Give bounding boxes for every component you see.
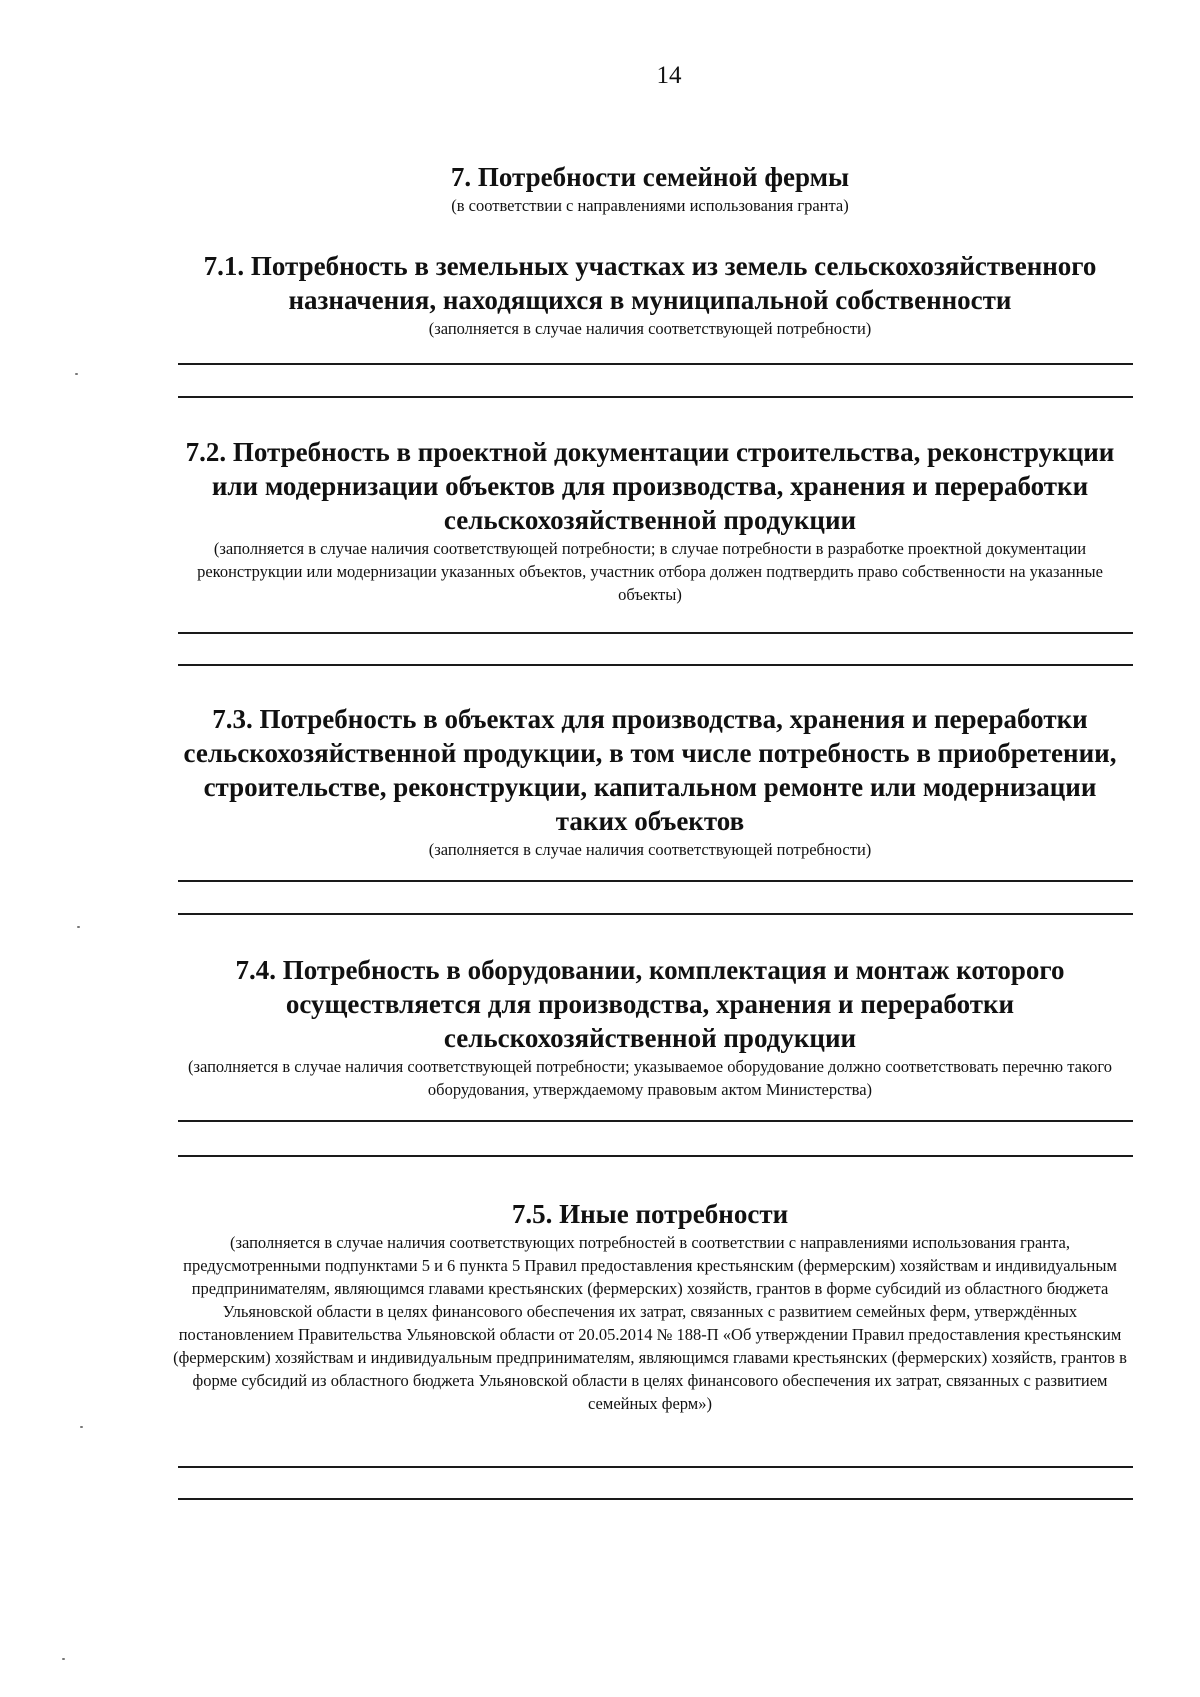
scan-speck xyxy=(77,926,80,928)
page-title: 7. Потребности семейной фермы xyxy=(450,162,850,192)
page-number: 14 xyxy=(656,62,682,89)
section-heading: 7.3. Потребность в объектах для производства, хранения и переработки сельскохозяйственной продукции, в том числе потребность в приобретении, строительстве, реконструкции, капитальном ремонте или модернизации таких объектов xyxy=(183,704,1117,836)
fill-in-line[interactable] xyxy=(178,1120,1133,1122)
scan-speck xyxy=(80,1426,83,1428)
section-note: (заполняется в случае наличия соответствующей потребности; указываемое оборудование должно соответствовать перечню такого оборудования, утверждаемому правовым актом Министерства) xyxy=(187,1057,1113,1099)
section-7-2 xyxy=(170,435,1130,606)
fill-in-line[interactable] xyxy=(178,913,1133,915)
section-7-5 xyxy=(170,1197,1130,1415)
fill-in-line[interactable] xyxy=(178,1498,1133,1500)
section-note: (заполняется в случае наличия соответствующей потребности) xyxy=(428,840,872,859)
page-subtitle: (в соответствии с направлениями использования гранта) xyxy=(451,196,849,215)
section-note: (заполняется в случае наличия соответствующих потребностей в соответствии с направлениями использования гранта, предусмотренными подпунктами 5 и 6 пункта 5 Правил предоставления крестьянским (фермерским) хозяйствам и индивидуальным предпринимателям, являющимся главами крестьянских (фермерских) хозяйств, грантов в форме субсидий из областного бюджета Ульяновской области в целях финансового обеспечения их затрат, связанных с развитием семейных ферм, утверждённых постановлением Правительства Ульяновской области от 20.05.2014 № 188-П «Об утверждении Правил предоставления крестьянским (фермерским) хозяйствам и индивидуальным предпринимателям, являющимся главами крестьянских (фермерских) хозяйств, грантов в форме субсидий из областного бюджета Ульяновской области в целях финансового обеспечения их затрат, связанных с развитием семейных ферм») xyxy=(173,1233,1127,1413)
section-7-1 xyxy=(170,249,1130,340)
scan-speck xyxy=(75,373,78,375)
section-heading: 7.4. Потребность в оборудовании, комплектация и монтаж которого осуществляется для производства, хранения и переработки сельскохозяйственной продукции xyxy=(235,955,1065,1053)
document-title-block xyxy=(170,160,1130,217)
fill-in-line[interactable] xyxy=(178,1155,1133,1157)
fill-in-line[interactable] xyxy=(178,632,1133,634)
fill-in-line[interactable] xyxy=(178,396,1133,398)
scan-speck xyxy=(62,1658,65,1660)
fill-in-line[interactable] xyxy=(178,880,1133,882)
section-note: (заполняется в случае наличия соответствующей потребности) xyxy=(428,319,872,338)
section-heading: 7.1. Потребность в земельных участках из земель сельскохозяйственного назначения, находящихся в муниципальной собственности xyxy=(203,251,1097,315)
section-note: (заполняется в случае наличия соответствующей потребности; в случае потребности в разработке проектной документации реконструкции или модернизации указанных объектов, участник отбора должен подтвердить право собственности на указанные объекты) xyxy=(197,539,1103,604)
section-heading: 7.2. Потребность в проектной документации строительства, реконструкции или модернизации объектов для производства, хранения и переработки сельскохозяйственной продукции xyxy=(185,437,1115,535)
fill-in-line[interactable] xyxy=(178,1466,1133,1468)
section-heading: 7.5. Иные потребности xyxy=(511,1199,789,1229)
section-7-4 xyxy=(170,953,1130,1101)
fill-in-line[interactable] xyxy=(178,363,1133,365)
fill-in-line[interactable] xyxy=(178,664,1133,666)
section-7-3 xyxy=(170,702,1130,861)
